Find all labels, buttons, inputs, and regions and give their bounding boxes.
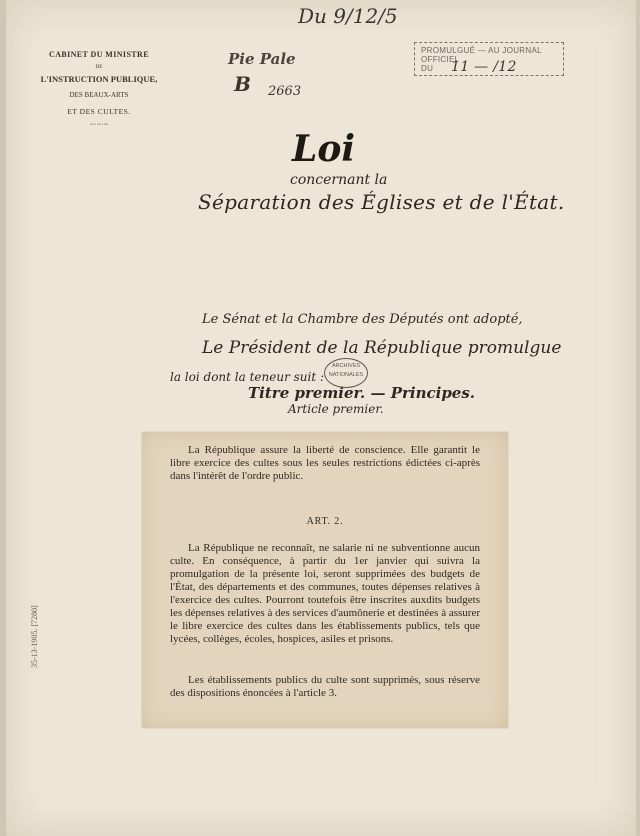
handwritten-date: Du 9/12/5 xyxy=(298,4,398,28)
stamp-prefix: DU xyxy=(421,64,434,73)
ornament-divider: ~·~·~ xyxy=(89,120,109,129)
archives-stamp xyxy=(324,358,368,388)
stamp-date: 11 — /12 xyxy=(451,59,517,75)
clipping-para-1-text: La République assure la liberté de conscience. Elle garantit le libre exercice des cultes sous les seules restrictions édictées ci-après dans l'intérêt de l'ordre public. xyxy=(170,444,480,482)
header-line-2: DE xyxy=(95,65,103,70)
article-2-heading: ART. 2. xyxy=(306,516,344,527)
subtitle-separation: Séparation des Églises et de l'État. xyxy=(198,190,565,214)
handwritten-ref-letter: B xyxy=(234,72,251,96)
preamble-senat: Le Sénat et la Chambre des Députés ont adopté, xyxy=(202,312,523,327)
document-page xyxy=(6,0,636,836)
header-line-1: CABINET DU MINISTRE xyxy=(49,50,149,59)
article-premier: Article premier. xyxy=(288,402,384,416)
ministry-header xyxy=(24,50,174,129)
clipping-para-3-text: Les établissements publics du culte sont supprimés, sous réserve des dispositions énoncées à l'article 3. xyxy=(170,674,480,699)
archives-stamp-line2: NATIONALES xyxy=(328,372,364,378)
subtitle-concernant: concernant la xyxy=(290,172,388,188)
clipping-para-2-text: La République ne reconnaît, ne salarie ni ne subventionne aucun culte. En conséquence, à partir du 1er janvier qui suivra la promulgation de la présente loi, seront supprimées des budgets de l'État, des départements et des communes, toutes dépenses relatives à l'exercice des cultes. Pourront toutefois être inscrites auxdits budgets les dépenses relatives à des services d'aumônerie et destinées à assurer le libre exercice des cultes dans les établissements publics, tels que lycées, collèges, écoles, hospices, asiles et prisons. xyxy=(170,542,480,645)
clipping-para-2 xyxy=(170,542,480,646)
page-title: Loi xyxy=(292,128,355,170)
pasted-clipping xyxy=(142,432,508,728)
stamp-text: PROMULGUÉ — AU JOURNAL OFFICIEL xyxy=(421,46,542,64)
header-line-4: DES BEAUX-ARTS xyxy=(69,91,129,99)
handwritten-ref-number: 2663 xyxy=(268,84,302,99)
handwritten-ref: Pie Pale xyxy=(228,50,296,68)
preamble-teneur: la loi dont la teneur suit : xyxy=(170,370,325,384)
preamble-president: Le Président de la République promulgue xyxy=(202,338,562,358)
header-line-5: ET DES CULTES. xyxy=(67,107,131,116)
titre-premier: Titre premier. — Principes. xyxy=(248,384,476,402)
promulgation-stamp xyxy=(414,42,564,76)
archives-stamp-line1: ARCHIVES xyxy=(331,363,361,369)
clipping-para-3 xyxy=(170,674,480,700)
clipping-para-1 xyxy=(170,444,480,483)
header-line-3: L'INSTRUCTION PUBLIQUE, xyxy=(40,74,158,84)
printer-mark: 35-13-1905. [7280] xyxy=(30,605,39,668)
